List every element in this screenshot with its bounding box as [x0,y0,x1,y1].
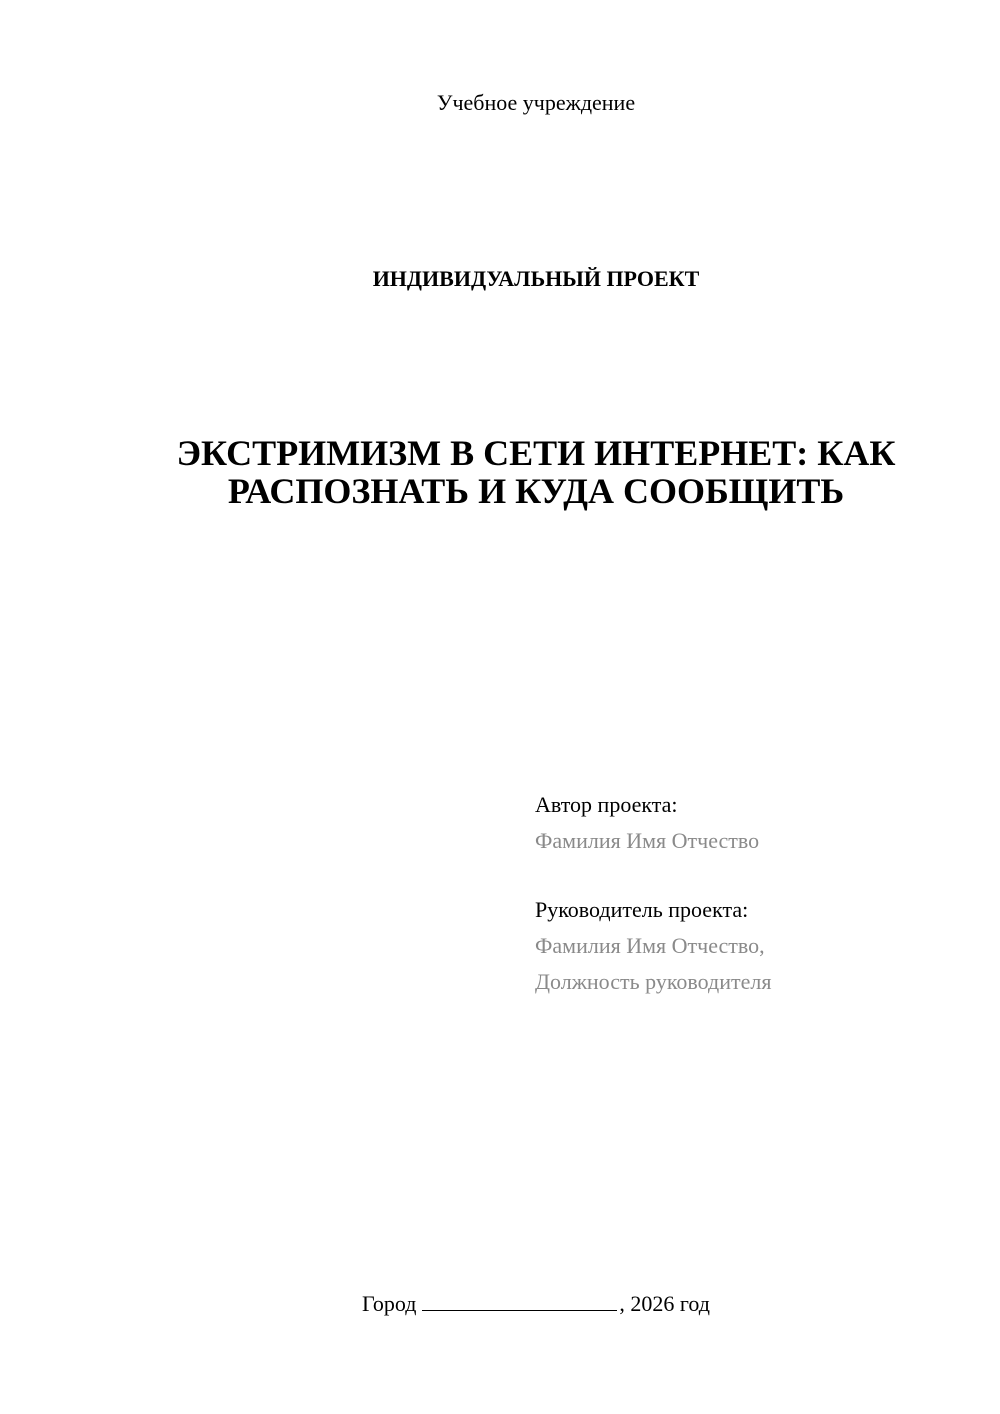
project-title-line-2: РАСПОЗНАТЬ И КУДА СООБЩИТЬ [227,471,845,511]
institution-name: Учебное учреждение [436,90,636,115]
year-text: , 2026 год [619,1291,710,1316]
info-spacer [535,859,771,892]
project-title [36,434,1000,510]
city-blank-line [422,1290,617,1311]
supervisor-name: Фамилия Имя Отчество, [535,933,765,958]
supervisor-label: Руководитель проекта: [535,897,749,922]
city-label: Город [362,1291,417,1316]
project-title-line-1: ЭКСТРИМИЗМ В СЕТИ ИНТЕРНЕТ: КАК [176,433,896,473]
project-info-block [535,787,771,1000]
supervisor-position: Должность руководителя [535,969,772,994]
project-type-heading: ИНДИВИДУАЛЬНЫЙ ПРОЕКТ [372,266,700,291]
author-name: Фамилия Имя Отчество [535,828,760,853]
author-label: Автор проекта: [535,792,678,817]
footer-city-year [36,1290,1000,1317]
